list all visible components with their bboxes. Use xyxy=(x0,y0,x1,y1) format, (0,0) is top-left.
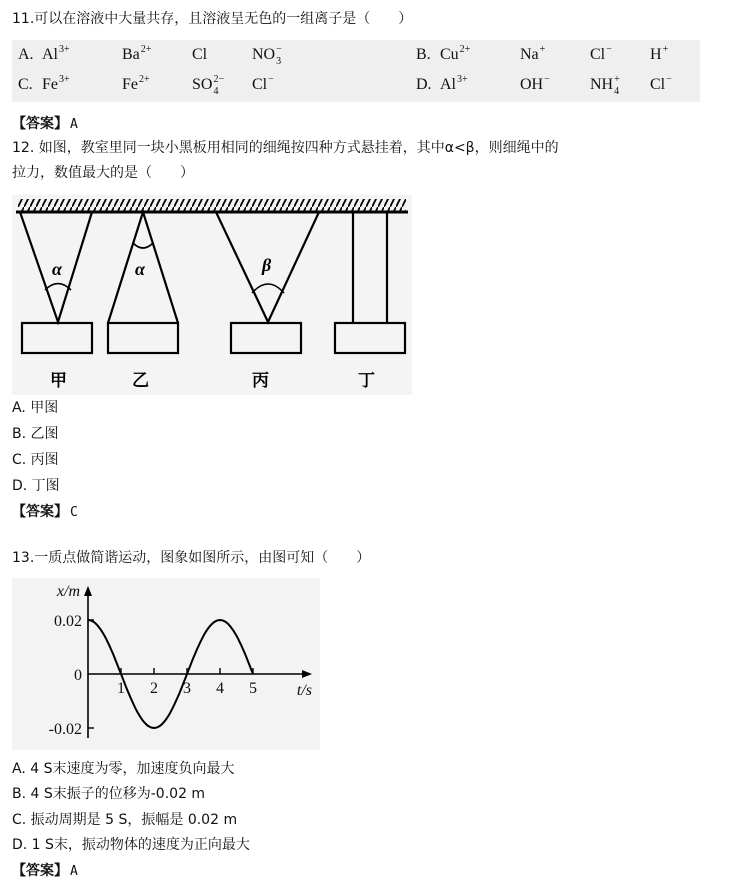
q13-option-d: D. 1 S末，振动物体的速度为正向最大 xyxy=(12,837,250,853)
ion-formula: Cl − xyxy=(252,74,274,93)
answer-label: 【答案】 xyxy=(12,504,68,520)
q13-option-b: B. 4 S末振子的位移为-0.02 m xyxy=(12,786,206,802)
q11-option-d: D. xyxy=(416,76,432,93)
q11-option-a: A. xyxy=(18,46,34,63)
blackboard-hanging-figure xyxy=(12,195,412,395)
data-point xyxy=(252,673,253,674)
ceiling-hatch xyxy=(18,199,406,211)
ion-formula: Cl − xyxy=(590,44,612,63)
y-tick-label: 0 xyxy=(74,667,82,684)
ion-formula: Na + xyxy=(520,44,546,63)
ion-formula: Fe 2+ xyxy=(122,74,150,93)
data-point xyxy=(120,673,121,674)
data-point xyxy=(104,636,105,637)
ion-formula: OH − xyxy=(520,74,550,93)
q12-option-c: C. 丙图 xyxy=(12,452,59,468)
ion-formula: Al 3+ xyxy=(42,44,70,63)
answer-label: 【答案】 xyxy=(12,863,68,879)
x-tick-label: 4 xyxy=(216,680,224,697)
shm-displacement-chart xyxy=(12,578,320,750)
x-tick-label: 3 xyxy=(183,680,191,697)
ion-formula: NO − 3 xyxy=(252,44,282,67)
x-tick-label: 1 xyxy=(117,680,125,697)
angle-label-alpha-1: α xyxy=(52,259,62,279)
data-point xyxy=(137,711,138,712)
ion-formula: Cu 2+ xyxy=(440,44,471,63)
q12-answer xyxy=(12,503,78,522)
ion-formula: SO 2− 4 xyxy=(192,74,225,97)
answer-value: A xyxy=(70,864,78,879)
q12-option-a: A. 甲图 xyxy=(12,400,59,416)
y-tick-label: 0.02 xyxy=(54,613,82,630)
answer-value: A xyxy=(70,117,78,132)
ion-formula: Al 3+ xyxy=(440,74,468,93)
caption-jia: 甲 xyxy=(50,371,67,390)
q12-option-b: B. 乙图 xyxy=(12,426,59,442)
answer-value: C xyxy=(70,505,78,520)
caption-yi: 乙 xyxy=(132,371,149,390)
caption-bing: 丙 xyxy=(252,371,269,390)
angle-label-beta: β xyxy=(262,255,272,275)
q11-options-image xyxy=(12,40,700,102)
ion-formula: Fe 3+ xyxy=(42,74,70,93)
q13-option-a: A. 4 S末速度为零，加速度负向最大 xyxy=(12,761,235,777)
q11-option-c: C. xyxy=(18,76,33,93)
answer-label: 【答案】 xyxy=(12,116,68,132)
q11-option-b: B. xyxy=(416,46,431,63)
y-axis-label: x/m xyxy=(56,583,80,600)
q13-stem: 13.一质点做简谐运动，图象如图所示，由图可知（ ） xyxy=(12,550,371,566)
x-axis-label: t/s xyxy=(296,682,312,699)
ion-formula: NH + 4 xyxy=(590,74,620,97)
q11-stem: 11.可以在溶液中大量共存，且溶液呈无色的一组离子是（ ） xyxy=(12,11,413,27)
data-point xyxy=(170,711,171,712)
ion-formula: Ba 2+ xyxy=(122,44,152,63)
q11-answer xyxy=(12,115,78,134)
x-tick-label: 5 xyxy=(249,680,257,697)
x-tick-label: 2 xyxy=(150,680,158,697)
y-tick-label: -0.02 xyxy=(48,721,82,738)
q13-answer xyxy=(12,862,78,881)
data-point xyxy=(219,619,220,620)
data-point xyxy=(203,636,204,637)
ion-formula: Cl − xyxy=(650,74,672,93)
data-point xyxy=(153,727,154,728)
ion-formula: Cl xyxy=(192,46,208,63)
q12-stem-line2: 拉力，数值最大的是（ ） xyxy=(12,165,194,181)
ion-formula: H + xyxy=(650,44,669,63)
q13-option-c: C. 振动周期是 5 S，振幅是 0.02 m xyxy=(12,812,238,828)
caption-ding: 丁 xyxy=(358,371,375,390)
q12-option-d: D. 丁图 xyxy=(12,478,60,494)
data-point xyxy=(87,619,88,620)
data-point xyxy=(236,636,237,637)
data-point xyxy=(186,673,187,674)
angle-label-alpha-2: α xyxy=(135,259,145,279)
q12-stem-line1: 12. 如图，教室里同一块小黑板用相同的细绳按四种方式悬挂着，其中α<β，则细绳中的 xyxy=(12,140,559,156)
